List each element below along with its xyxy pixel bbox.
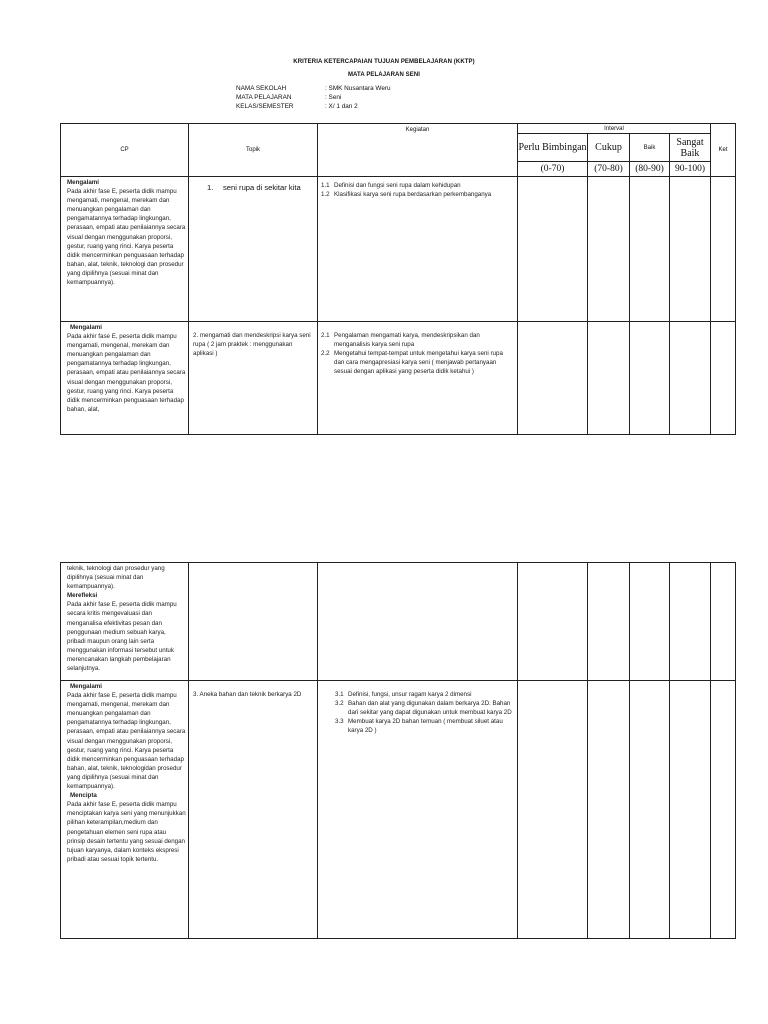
range-baik: (80-90) [630, 162, 670, 177]
kegiatan-text: Definisi, fungsi, unsur ragam karya 2 dimensi [348, 691, 472, 698]
header-level-cukup: Cukup [588, 134, 630, 162]
kegiatan-text: Klasifikasi karya seni rupa berdasarkan perkembanganya [334, 191, 492, 199]
ket-cell[interactable] [711, 322, 736, 435]
header-level-sangat-baik: Sangat Baik [670, 134, 711, 162]
meta-label-subject: MATA PELAJARAN [236, 94, 292, 101]
header-kegiatan: Kegiatan [318, 124, 518, 177]
ket-cell[interactable] [711, 681, 736, 939]
score-cell[interactable] [518, 563, 588, 681]
list-item [335, 717, 514, 735]
topik-cell [189, 681, 318, 939]
table-row [61, 177, 736, 322]
cp-heading: Mengalami [70, 324, 102, 331]
meta-label-class: KELAS/SEMESTER [236, 103, 294, 110]
kegiatan-text: Definisi dan fungsi seni rupa dalam kehidupan [334, 182, 461, 189]
list-item [321, 331, 514, 349]
header-topik: Topik [189, 124, 318, 177]
kktp-table-page-2 [60, 562, 736, 939]
document-meta [236, 84, 436, 114]
score-cell[interactable] [588, 563, 630, 681]
list-item [321, 181, 514, 190]
topik-text: 3. Aneka bahan dan teknik berkarya 2D [193, 691, 302, 698]
kegiatan-cell [318, 681, 518, 939]
cp-heading: Mengalami [67, 179, 99, 186]
cp-text: Pada akhir fase E, peserta didik mampu mengamati, mengenal, merekam dan menuangkan pengalaman dan pengamatannya terhadap lingkungan, perasaan, empati atau penilaiannya secara visual dengan menggunakan proporsi, gestur, ruang yang rinci. Karya peserta didik mencerminkan penguasaan terhadap bahan, alat, teknik, teknologi dan prosedur yang dipilihnya (sesuai minat dan kemampuannya). [67, 188, 186, 287]
cp-text: Pada akhir fase E, peserta didik mampu mengamati, mengenal, merekam dan menuangkan pengalaman dan pengamatannya terhadap lingkungan, perasaan, empati atau penilaiannya secara visual dengan menggunakan proporsi, gestur, ruang yang rinci. Karya peserta didik mencerminkan penguasaan terhadap bahan, alat, [67, 333, 186, 413]
list-item [321, 190, 514, 199]
score-cell[interactable] [670, 177, 711, 322]
kegiatan-number: 1.1 [321, 182, 330, 189]
kegiatan-cell [318, 563, 518, 681]
cp-text: Pada akhir fase E, peserta didik mampu mengamati, mengenal, merekam dan menuangkan pengalaman dan pengamatannya terhadap lingkungan, perasaan, empati atau penilaiannya secara visual dengan menggunakan proporsi, gestur, ruang yang rinci. Karya peserta didik mencerminkan penguasaan terhadap bahan, alat, teknik, teknologidan prosedur yang dipilihnya (sesuai minat dan kemampuannya). [67, 692, 186, 791]
score-cell[interactable] [630, 177, 670, 322]
topik-text: 2. mengamati dan mendeskripsi karya seni rupa ( 2 jam praktek : menggunakan aplikasi ) [193, 332, 311, 358]
score-cell[interactable] [670, 322, 711, 435]
meta-label-school: NAMA SEKOLAH [236, 85, 287, 92]
score-cell[interactable] [630, 322, 670, 435]
score-cell[interactable] [518, 322, 588, 435]
kegiatan-cell [318, 177, 518, 322]
topik-cell [189, 563, 318, 681]
range-perlu-bimbingan: (0-70) [518, 162, 588, 177]
cp-text: teknik, teknologi dan prosedur yang dipilihnya (sesuai minat dan kemampuannya). [67, 565, 165, 591]
cp-cell [61, 177, 189, 322]
score-cell[interactable] [588, 681, 630, 939]
score-cell[interactable] [670, 681, 711, 939]
list-item [335, 699, 514, 717]
score-cell[interactable] [670, 563, 711, 681]
table-row [61, 322, 736, 435]
kegiatan-text: Mengetahui tempat-tempat untuk mengetahui karya seni rupa dan cara mengapresiasi karya seni ( menjawab pertanyaan sesuai dengan aplikasi yang peserta didik ketahui ) [334, 350, 503, 376]
list-item [335, 690, 514, 699]
cp-heading: Mencipta [70, 792, 97, 800]
kktp-table-page-1 [60, 123, 736, 435]
kegiatan-number: 1.2 [321, 191, 330, 199]
kegiatan-number: 3.2 [335, 700, 344, 708]
score-cell[interactable] [588, 177, 630, 322]
ket-cell[interactable] [711, 563, 736, 681]
kegiatan-number: 2.1 [321, 332, 330, 339]
topik-cell [189, 322, 318, 435]
cp-heading: Merefleksi [67, 592, 98, 600]
cp-text: Pada akhir fase E, peserta didik mampu menciptakan karya seni yang menunjukkan pilihan keterampilan,medium dan pengetahuan elemen seni rupa atau prinsip desain tertentu yang sesuai dengan tujuan karyanya, dalam konteks ekspresi pribadi atau sesuai topik tertentu. [67, 801, 186, 863]
kegiatan-cell [318, 322, 518, 435]
topik-cell [189, 177, 318, 322]
score-cell[interactable] [630, 563, 670, 681]
meta-value-class: : X/ 1 dan 2 [325, 103, 358, 110]
score-cell[interactable] [588, 322, 630, 435]
document-title: KRITERIA KETERCAPAIAN TUJUAN PEMBELAJARAN (KKTP) [293, 59, 475, 65]
header-level-perlu-bimbingan: Perlu Bimbingan [518, 134, 588, 162]
table-row [61, 681, 736, 939]
meta-value-school: : SMK Nusantara Weru [325, 85, 391, 92]
cp-cell [61, 681, 189, 939]
topik-text: seni rupa di sekitar kita [223, 183, 301, 192]
range-sangat-baik: 90-100) [670, 162, 711, 177]
meta-value-subject: : Seni [325, 94, 342, 101]
topik-number: 1. [207, 183, 214, 192]
document-subtitle: MATA PELAJARAN SENI [347, 72, 421, 78]
kegiatan-text: Bahan dan alat yang digunakan dalam berkarya 2D. Bahan dari sekitar yang dapat digunakan untuk membuat karya 2D [348, 700, 512, 717]
cp-text: Pada akhir fase E, peserta didik mampu secara kritis mengevaluasi dan menganalisa efektivitas pesan dan penggunaan medium sebuah karya, pribadi maupun orang lain serta menggunakan informasi tersebut untuk merencanakan langkah pembelajaran selanjutnya. [67, 601, 177, 673]
kegiatan-number: 3.1 [335, 691, 344, 698]
ket-cell[interactable] [711, 177, 736, 322]
header-ket: Ket [711, 124, 736, 177]
kegiatan-text: Pengalaman mengamati karya, mendeskripsikan dan menganalisis karya seni rupa [334, 332, 480, 349]
kegiatan-number: 3.3 [335, 718, 344, 726]
score-cell[interactable] [630, 681, 670, 939]
cp-cell [61, 563, 189, 681]
table-row [61, 563, 736, 681]
kegiatan-number: 2.2 [321, 350, 330, 358]
header-cp: CP [61, 124, 189, 177]
range-cukup: (70-80) [588, 162, 630, 177]
cp-heading: Mengalami [70, 683, 102, 690]
cp-cell [61, 322, 189, 435]
kegiatan-text: Membuat karya 2D bahan temuan ( membuat siluet atau karya 2D ) [348, 718, 503, 735]
header-interval: Interval [518, 124, 711, 134]
score-cell[interactable] [518, 681, 588, 939]
header-level-baik: Baik [630, 134, 670, 162]
score-cell[interactable] [518, 177, 588, 322]
list-item [321, 349, 514, 376]
